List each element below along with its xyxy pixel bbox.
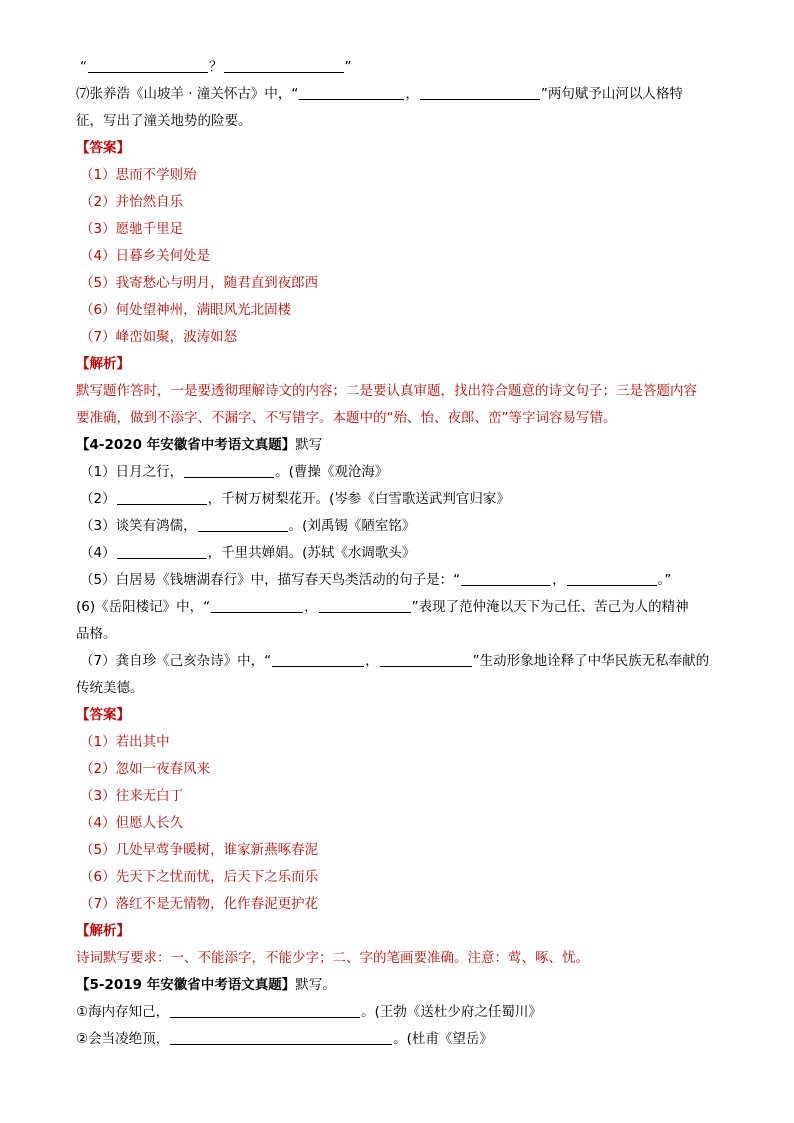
- answer-blank[interactable]: [88, 58, 208, 73]
- answer-blank[interactable]: [224, 58, 344, 73]
- answer-blank[interactable]: [567, 571, 657, 586]
- question-item: ①海内存知己， 。(王勃《送杜少府之任蜀川》: [76, 1004, 542, 1020]
- answer-item: （4）日暮乡关何处是: [80, 248, 211, 264]
- answer-blank[interactable]: [198, 517, 288, 532]
- answer-blank[interactable]: [117, 490, 207, 505]
- answer-item: （1）若出其中: [80, 734, 170, 750]
- answer-item: （4）但愿人长久: [80, 815, 184, 831]
- fill-blank-line: “ ？ ”: [80, 59, 352, 75]
- answer-blank[interactable]: [170, 1003, 360, 1018]
- question-7-cont: 征，写出了潼关地势的险要。: [76, 113, 252, 129]
- answer-blank[interactable]: [184, 463, 274, 478]
- question-item: （5）白居易《钱塘湖春行》中，描写春天鸟类活动的句子是：“ ， 。”: [80, 572, 672, 588]
- answer-blank[interactable]: [272, 652, 364, 667]
- answer-item: （5）几处早莺争暖树，谁家新燕啄春泥: [80, 842, 319, 858]
- question-title: 【4-2020 年安徽省中考语文真题】默写: [76, 437, 323, 453]
- answer-item: （2）并怡然自乐: [80, 194, 184, 210]
- answer-item: （7）峰峦如聚，波涛如怒: [80, 329, 238, 345]
- analysis-text: 诗词默写要求：一、不能添字，不能少字；二、字的笔画要准确。注意：莺、啄、忧。: [76, 950, 589, 966]
- analysis-text: 默写题作答时，一是要透彻理解诗文的内容；二是要认真审题，找出符合题意的诗文句子；三是答题内容: [76, 383, 697, 399]
- answer-heading: 【答案】: [76, 140, 130, 156]
- answer-blank[interactable]: [420, 85, 540, 100]
- question-item-cont: 传统美德。: [76, 680, 144, 696]
- answer-list-1: [76, 162, 726, 351]
- question-item: （3）谈笑有鸿儒， 。(刘禹锡《陋室铭》: [80, 518, 416, 534]
- question-item: （2） ，千树万树梨花开。(岑参《白雪歌送武判官归家》: [80, 491, 510, 507]
- answer-blank[interactable]: [211, 598, 303, 613]
- answer-blank[interactable]: [117, 544, 207, 559]
- answer-item: （6）何处望神州，满眼风光北固楼: [80, 302, 292, 318]
- question-item: ②会当凌绝顶， 。(杜甫《望岳》: [76, 1031, 493, 1047]
- answer-item: （3）往来无白丁: [80, 788, 184, 804]
- answer-item: （7）落红不是无情物，化作春泥更护花: [80, 896, 319, 912]
- answer-heading: 【答案】: [76, 707, 130, 723]
- answer-item: （2）忽如一夜春风来: [80, 761, 211, 777]
- answer-blank[interactable]: [299, 85, 404, 100]
- analysis-heading: 【解析】: [76, 356, 130, 372]
- answer-list-2: [76, 729, 726, 918]
- question-item: (6)《岳阳楼记》中，“ ， ”表现了范仲淹以天下为己任、苦己为人的精神: [76, 599, 689, 615]
- analysis-heading: 【解析】: [76, 923, 130, 939]
- question-item: （7）龚自珍《己亥杂诗》中，“ ， ”生动形象地诠释了中华民族无私奉献的: [80, 653, 710, 669]
- answer-item: （5）我寄愁心与明月，随君直到夜郎西: [80, 275, 319, 291]
- question-item: （1）日月之行， 。(曹操《观沧海》: [80, 464, 389, 480]
- answer-item: （6）先天下之忧而忧，后天下之乐而乐: [80, 869, 319, 885]
- question-item: （4） ，千里共婵娟。(苏轼《水调歌头》: [80, 545, 416, 561]
- answer-blank[interactable]: [380, 652, 472, 667]
- answer-blank[interactable]: [170, 1030, 392, 1045]
- answer-item: （3）愿驰千里足: [80, 221, 184, 237]
- answer-item: （1）思而不学则殆: [80, 167, 197, 183]
- answer-blank[interactable]: [461, 571, 551, 586]
- document-page: [76, 54, 726, 1053]
- question-7: ⑺张养浩《山坡羊 · 潼关怀古》中，“ ， ”两句赋予山河以人格特: [76, 86, 683, 102]
- analysis-text: 要准确，做到不添字、不漏字、不写错字。本题中的“殆、怡、夜郎、峦”等字词容易写错。: [76, 410, 617, 426]
- answer-blank[interactable]: [319, 598, 411, 613]
- question-title: 【5-2019 年安徽省中考语文真题】默写。: [76, 977, 336, 993]
- question-item-cont: 品格。: [76, 626, 117, 642]
